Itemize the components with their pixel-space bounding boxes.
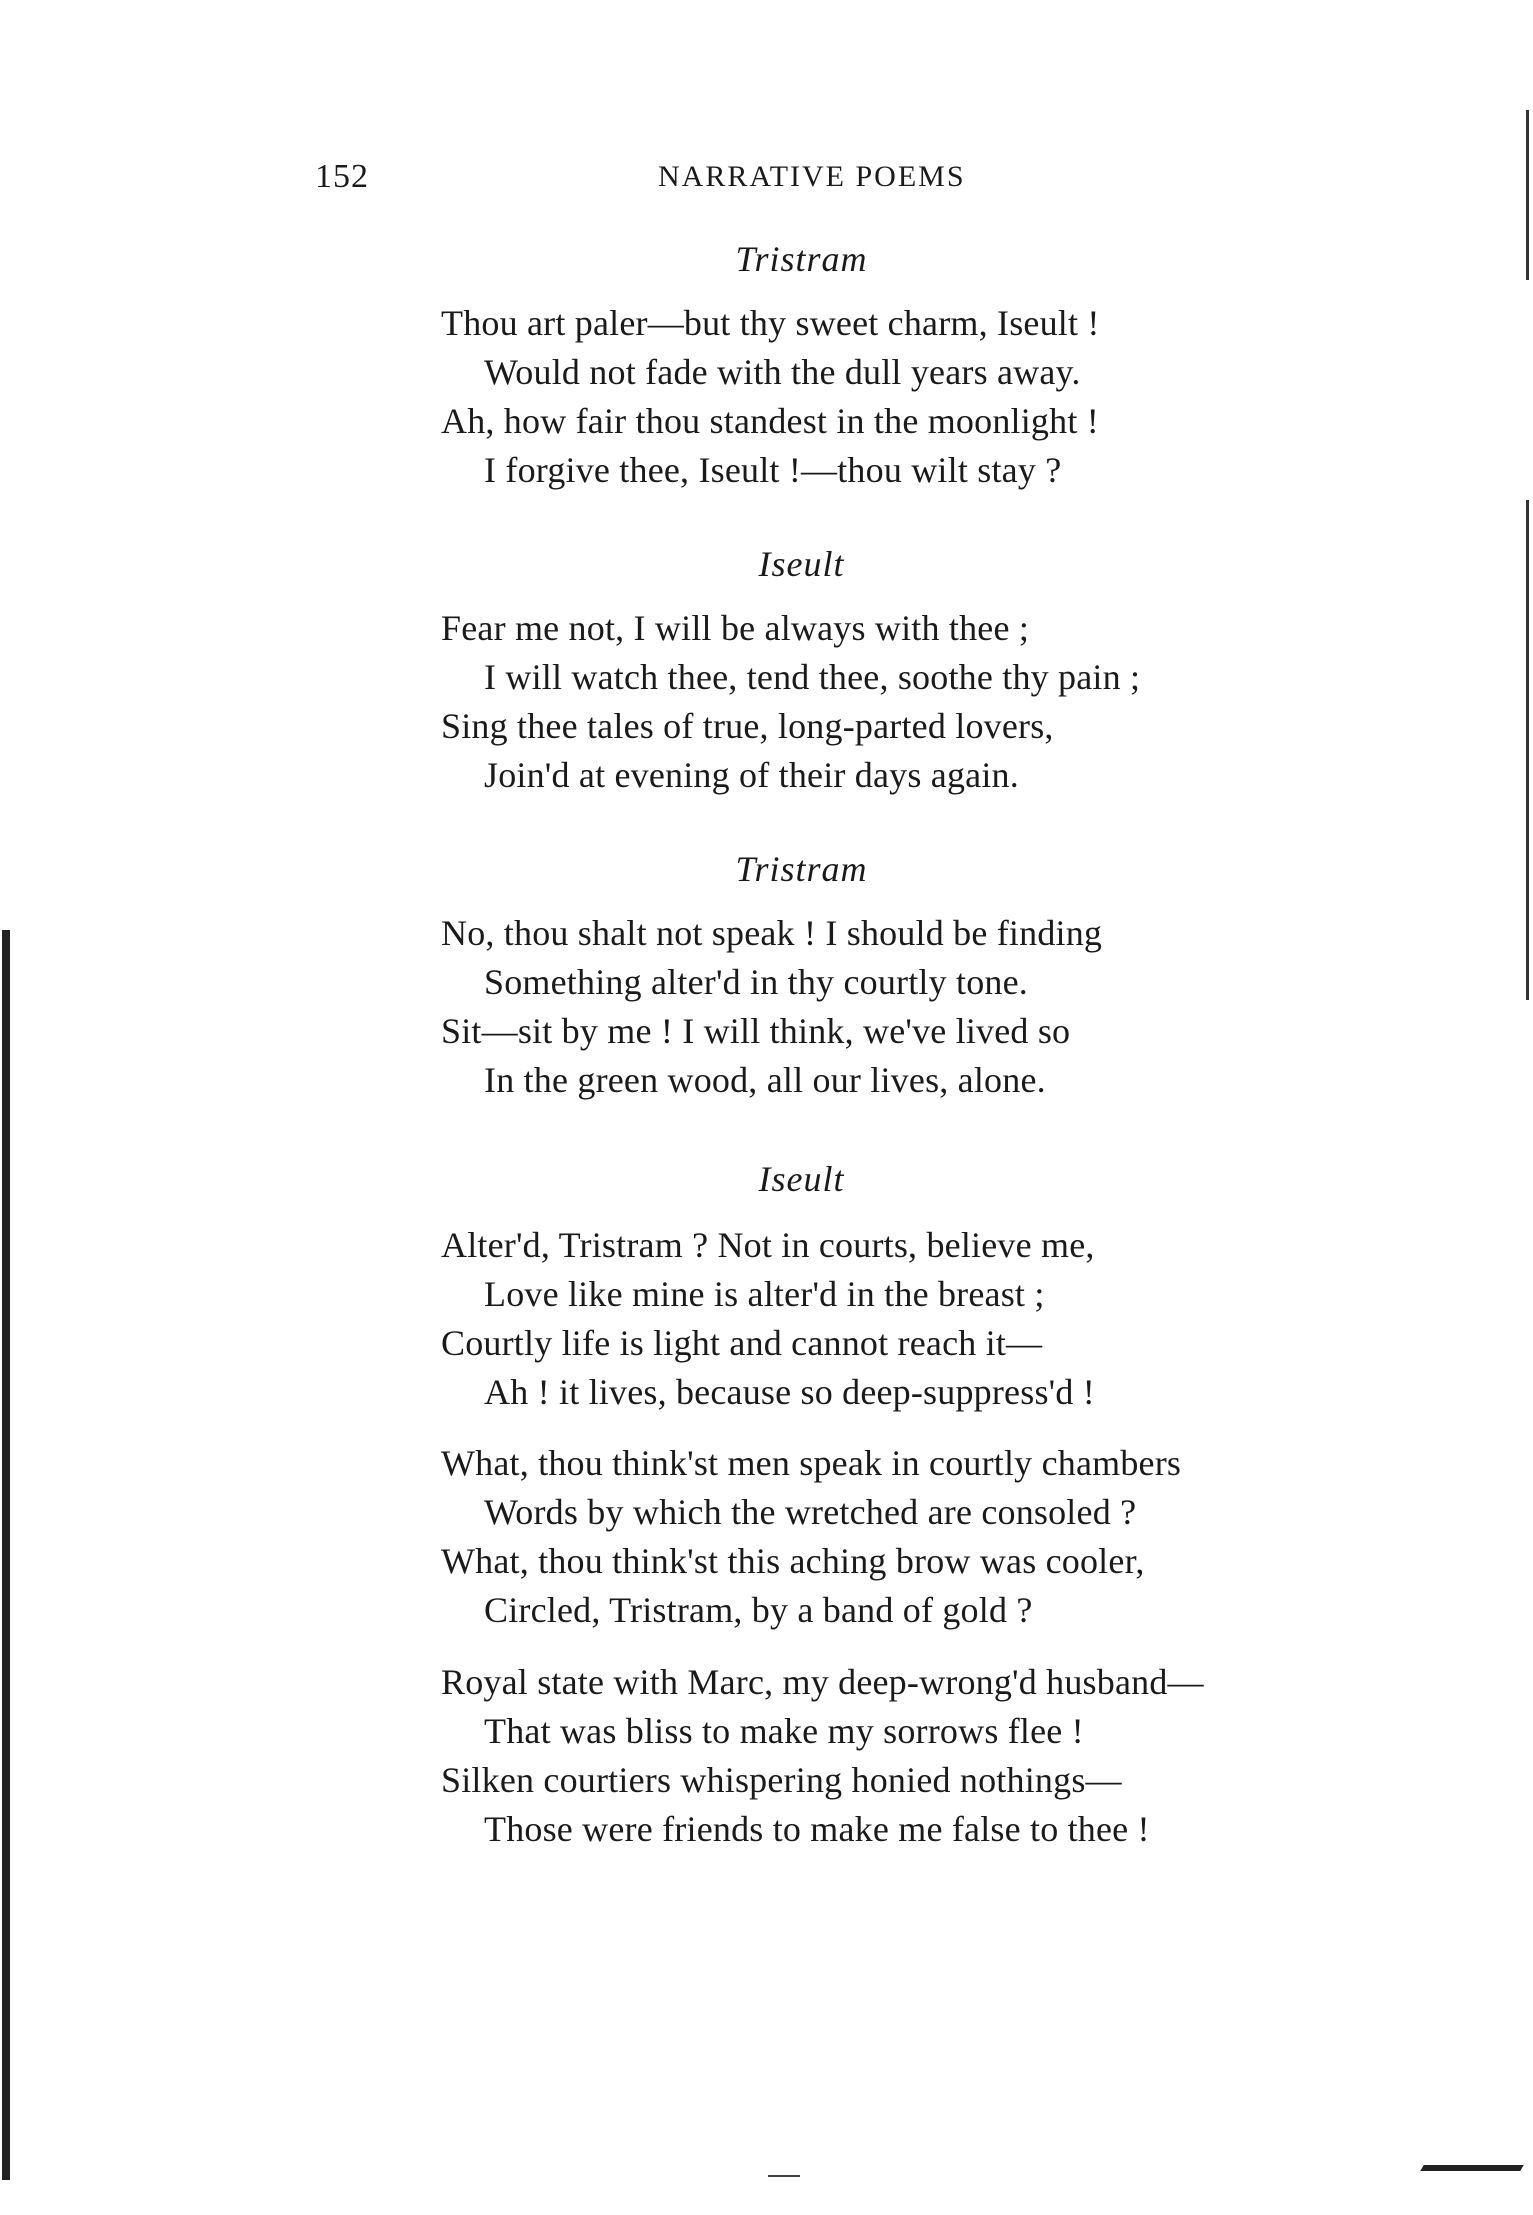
verse-line: Would not fade with the dull years away. <box>484 352 1081 392</box>
verse-line: I forgive thee, Iseult !—thou wilt stay ? <box>484 450 1062 490</box>
page-number: 152 <box>315 158 369 195</box>
verse-line: Love like mine is alter'd in the breast ; <box>484 1274 1045 1314</box>
verse-line: Something alter'd in thy courtly tone. <box>484 962 1028 1002</box>
verse-line: Courtly life is light and cannot reach it— <box>441 1323 1043 1363</box>
verse-line: Words by which the wretched are consoled ? <box>484 1492 1137 1532</box>
verse-line: What, thou think'st this aching brow was cooler, <box>441 1541 1145 1581</box>
verse-line: Silken courtiers whispering honied nothings— <box>441 1760 1122 1800</box>
speaker-tristram: Tristram <box>735 849 868 889</box>
verse-line: No, thou shalt not speak ! I should be finding <box>441 913 1103 953</box>
verse-line: Ah, how fair thou standest in the moonlight ! <box>441 401 1099 441</box>
verse-line: That was bliss to make my sorrows flee ! <box>484 1711 1084 1751</box>
running-title: NARRATIVE POEMS <box>658 160 966 193</box>
scan-corner-mark <box>1420 2165 1523 2171</box>
verse-line: Sit—sit by me ! I will think, we've lived so <box>441 1011 1071 1051</box>
speaker-tristram: Tristram <box>735 239 868 279</box>
verse-line: Ah ! it lives, because so deep-suppress'd ! <box>484 1372 1095 1412</box>
page-bottom-rule <box>768 2175 800 2177</box>
verse-line: Join'd at evening of their days again. <box>484 755 1019 795</box>
verse-line: Sing thee tales of true, long-parted lovers, <box>441 706 1054 746</box>
verse-line: In the green wood, all our lives, alone. <box>484 1060 1046 1100</box>
verse-line: What, thou think'st men speak in courtly chambers <box>441 1443 1182 1483</box>
verse-line: Thou art paler—but thy sweet charm, Iseult ! <box>441 303 1100 343</box>
verse-line: Alter'd, Tristram ? Not in courts, believe me, <box>441 1225 1095 1265</box>
verse-line: I will watch thee, tend thee, soothe thy pain ; <box>484 657 1141 697</box>
speaker-iseult: Iseult <box>758 1159 845 1199</box>
verse-line: Royal state with Marc, my deep-wrong'd husband— <box>441 1662 1204 1702</box>
verse-line: Circled, Tristram, by a band of gold ? <box>484 1590 1033 1630</box>
verse-line: Fear me not, I will be always with thee ; <box>441 608 1030 648</box>
speaker-iseult: Iseult <box>758 544 845 584</box>
scan-spine-shadow <box>2 930 10 2180</box>
verse-line: Those were friends to make me false to thee ! <box>484 1809 1150 1849</box>
